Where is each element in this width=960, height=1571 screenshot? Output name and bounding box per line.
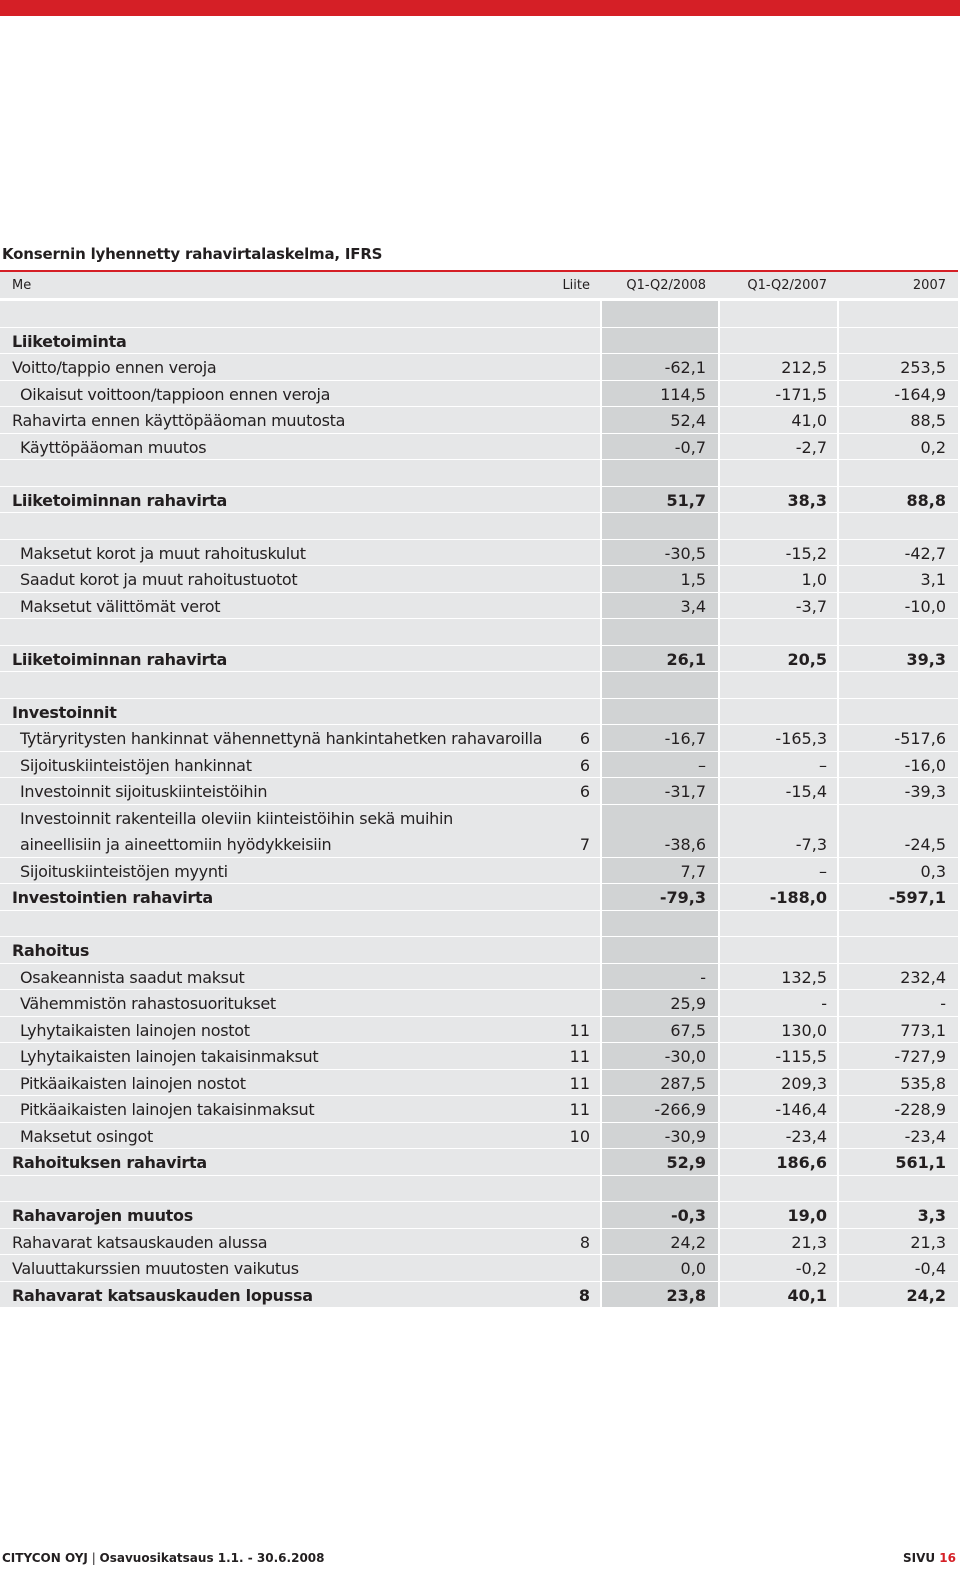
footer-separator: | [87, 1551, 100, 1565]
cell-bg [720, 328, 837, 354]
table-row [0, 592, 958, 619]
table-row [0, 804, 958, 857]
cell-bg [0, 937, 600, 963]
row-value-v2: -2,7 [795, 437, 827, 457]
row-value-v1: 67,5 [670, 1020, 706, 1040]
row-label: Sijoituskiinteistöjen hankinnat [20, 755, 252, 775]
table-row [0, 777, 958, 804]
row-value-v1: 23,8 [666, 1285, 706, 1305]
cell-bg [839, 672, 958, 698]
cell-bg [602, 672, 718, 698]
row-value-v2: -188,0 [769, 888, 827, 907]
row-label: Liiketoiminnan rahavirta [12, 490, 227, 510]
table-row [0, 1175, 958, 1202]
table-row [0, 565, 958, 592]
footer [2, 1551, 325, 1565]
row-value-v3: -597,1 [888, 888, 946, 907]
row-value-v1: -30,9 [664, 1126, 706, 1146]
table-row [0, 486, 958, 513]
page-number [903, 1551, 956, 1565]
row-value-v2: -146,4 [775, 1100, 827, 1119]
col2-header: Q1-Q2/2007 [747, 278, 827, 293]
row-note: 6 [579, 782, 590, 801]
row-label: Pitkäaikaisten lainojen nostot [20, 1073, 246, 1093]
row-label: Oikaisut voittoon/tappioon ennen veroja [20, 384, 331, 404]
row-value-v1: -16,7 [664, 729, 706, 748]
table-row [0, 1148, 958, 1175]
row-value-v1: 3,4 [680, 596, 706, 616]
cell-bg [0, 619, 600, 645]
cell-bg [720, 301, 837, 327]
cell-bg [720, 990, 837, 1016]
row-value-v3: 0,2 [920, 437, 946, 457]
table-row [0, 1016, 958, 1043]
cell-bg [0, 460, 600, 486]
table-row [0, 1281, 958, 1308]
cell-bg [839, 328, 958, 354]
row-label: Pitkäaikaisten lainojen takaisinmaksut [20, 1100, 315, 1119]
col3-header: 2007 [912, 278, 946, 293]
footer-report: Osavuosikatsaus 1.1. - 30.6.2008 [99, 1551, 325, 1565]
row-value-v1: 24,2 [670, 1232, 706, 1252]
row-value-v2: -3,7 [795, 596, 827, 616]
row-value-v3: 88,8 [906, 490, 946, 510]
row-value-v3: -39,3 [904, 782, 946, 801]
footer-company: CITYCON OYJ [2, 1551, 88, 1565]
row-value-v3: -517,6 [894, 729, 946, 748]
table-row [0, 698, 958, 725]
cell-bg [720, 1176, 837, 1202]
row-label: Rahavarat katsauskauden lopussa [12, 1285, 313, 1305]
table-row [0, 963, 958, 990]
cell-bg [720, 937, 837, 963]
row-value-v3: 39,3 [906, 649, 946, 669]
row-label: Rahavirta ennen käyttöpääoman muutosta [12, 411, 346, 430]
row-value-v2: 38,3 [787, 490, 827, 510]
cell-bg [720, 672, 837, 698]
row-label: Rahoituksen rahavirta [12, 1153, 207, 1172]
row-value-v3: 232,4 [900, 967, 946, 987]
page-label: SIVU [902, 1551, 940, 1565]
row-value-v1: 7,7 [680, 861, 706, 881]
row-value-v2: 19,0 [787, 1206, 827, 1225]
table-row [0, 353, 958, 380]
cell-bg [0, 672, 600, 698]
row-value-v3: -42,7 [904, 543, 946, 563]
row-value-v2: 1,0 [801, 570, 827, 589]
table-row [0, 1122, 958, 1149]
row-value-v1: 114,5 [660, 384, 706, 404]
note-header: Liite [562, 278, 590, 293]
table-row [0, 300, 958, 327]
row-note: 11 [569, 1047, 590, 1066]
table-row [0, 989, 958, 1016]
row-label: Investoinnit [12, 702, 117, 722]
cash-flow-table [0, 300, 958, 1307]
row-label: Osakeannista saadut maksut [20, 967, 245, 987]
page-title: Konsernin lyhennetty rahavirtalaskelma, IFRS [2, 245, 383, 263]
row-label: Lyhytaikaisten lainojen takaisinmaksut [20, 1047, 319, 1066]
row-note: 7 [579, 834, 590, 854]
row-value-v1: -0,3 [671, 1206, 706, 1225]
row-value-v2: -23,4 [785, 1126, 827, 1146]
row-value-v3: 535,8 [900, 1073, 946, 1093]
cell-bg [839, 937, 958, 963]
cell-bg [602, 513, 718, 539]
table-row [0, 1201, 958, 1228]
row-value-v3: -727,9 [894, 1047, 946, 1066]
cell-bg [602, 619, 718, 645]
row-value-v1: – [698, 755, 706, 775]
col1-header: Q1-Q2/2008 [626, 278, 706, 293]
row-value-v1: 0,0 [680, 1259, 706, 1278]
row-note: 11 [569, 1100, 590, 1119]
row-value-v3: 253,5 [900, 358, 946, 377]
table-row [0, 910, 958, 937]
cell-bg [602, 460, 718, 486]
row-value-v3: -23,4 [904, 1126, 946, 1146]
row-value-v1: 287,5 [660, 1073, 706, 1093]
cell-bg [720, 460, 837, 486]
row-note: 6 [579, 755, 590, 775]
row-value-v3: 24,2 [906, 1285, 946, 1305]
cell-bg [839, 619, 958, 645]
cell-bg [602, 1176, 718, 1202]
row-value-v1: -38,6 [664, 834, 706, 854]
cell-bg [839, 460, 958, 486]
row-value-v3: 0,3 [920, 861, 946, 881]
row-label: Valuuttakurssien muutosten vaikutus [12, 1259, 299, 1278]
table-row [0, 1095, 958, 1122]
cell-bg [720, 699, 837, 725]
row-value-v3: -16,0 [904, 755, 946, 775]
row-value-v1: -30,0 [664, 1047, 706, 1066]
row-value-v3: 3,3 [917, 1206, 946, 1225]
row-value-v2: 40,1 [787, 1285, 827, 1305]
cell-bg [720, 513, 837, 539]
row-value-v1: 1,5 [680, 570, 706, 589]
table-row [0, 618, 958, 645]
table-row [0, 433, 958, 460]
row-note: 10 [569, 1126, 590, 1146]
row-label: Rahavarat katsauskauden alussa [12, 1232, 268, 1252]
row-value-v3: -10,0 [904, 596, 946, 616]
row-value-v2: – [819, 861, 827, 881]
table-row [0, 883, 958, 910]
table-row [0, 406, 958, 433]
table-row [0, 327, 958, 354]
cell-bg [720, 911, 837, 937]
row-label: Maksetut osingot [20, 1126, 153, 1146]
row-value-v1: -0,7 [674, 437, 706, 457]
cell-bg [720, 619, 837, 645]
row-value-v1: 52,4 [670, 411, 706, 430]
cell-bg [0, 301, 600, 327]
table-row [0, 1069, 958, 1096]
row-note: 11 [569, 1020, 590, 1040]
row-label: Rahavarojen muutos [12, 1206, 193, 1225]
row-value-v2: -165,3 [775, 729, 827, 748]
row-value-v1: 52,9 [666, 1153, 706, 1172]
table-row [0, 645, 958, 672]
row-value-v2: 209,3 [781, 1073, 827, 1093]
row-value-v2: -7,3 [795, 834, 827, 854]
row-value-v2: -0,2 [795, 1259, 827, 1278]
cell-bg [839, 699, 958, 725]
table-row [0, 380, 958, 407]
cell-bg [839, 301, 958, 327]
row-note: 11 [569, 1073, 590, 1093]
cell-bg [0, 911, 600, 937]
cell-bg [839, 513, 958, 539]
table-row [0, 751, 958, 778]
row-note: 8 [578, 1285, 590, 1305]
row-value-v3: -228,9 [894, 1100, 946, 1119]
row-value-v2: 130,0 [781, 1020, 827, 1040]
cell-bg [602, 699, 718, 725]
row-value-v2: -15,4 [785, 782, 827, 801]
row-value-v1: -30,5 [664, 543, 706, 563]
row-label-line1: Investoinnit rakenteilla oleviin kiinteistöihin sekä muihin [20, 808, 453, 828]
row-label: Investoinnit sijoituskiinteistöihin [20, 782, 268, 801]
row-label: Tytäryritysten hankinnat vähennettynä hankintahetken rahavaroilla [20, 729, 543, 748]
table-row [0, 539, 958, 566]
table-row [0, 1254, 958, 1281]
row-label: Lyhytaikaisten lainojen nostot [20, 1020, 250, 1040]
row-value-v2: 212,5 [781, 358, 827, 377]
row-value-v3: -164,9 [894, 384, 946, 404]
row-value-v2: - [821, 994, 827, 1013]
row-value-v2: 21,3 [791, 1232, 827, 1252]
cell-bg [839, 1176, 958, 1202]
row-value-v1: 51,7 [666, 490, 706, 510]
row-value-v1: -79,3 [659, 888, 706, 907]
cell-bg [839, 911, 958, 937]
unit-header: Me [12, 278, 32, 293]
table-row [0, 857, 958, 884]
cell-bg [602, 911, 718, 937]
row-value-v1: 25,9 [670, 994, 706, 1013]
row-label: Vähemmistön rahastosuoritukset [20, 994, 276, 1013]
cell-bg [0, 513, 600, 539]
row-label: Voitto/tappio ennen veroja [12, 358, 217, 377]
row-label: aineellisiin ja aineettomiin hyödykkeisiin [20, 834, 332, 854]
row-value-v2: -15,2 [785, 543, 827, 563]
top-accent-bar [0, 0, 960, 16]
row-value-v2: 20,5 [787, 649, 827, 669]
row-label: Saadut korot ja muut rahoitustuotot [20, 570, 298, 589]
row-value-v1: -62,1 [664, 358, 706, 377]
row-value-v3: 21,3 [910, 1232, 946, 1252]
table-row [0, 512, 958, 539]
row-note: 8 [579, 1232, 590, 1252]
table-row [0, 724, 958, 751]
row-value-v2: 41,0 [791, 411, 827, 430]
page-number-value: 16 [939, 1551, 956, 1565]
row-label: Sijoituskiinteistöjen myynti [20, 861, 228, 881]
row-value-v2: -115,5 [775, 1047, 827, 1066]
row-value-v3: -24,5 [904, 834, 946, 854]
row-label: Käyttöpääoman muutos [20, 437, 207, 457]
row-value-v3: 561,1 [895, 1153, 946, 1172]
table-row [0, 1228, 958, 1255]
row-label: Liiketoiminta [12, 331, 127, 351]
row-label: Investointien rahavirta [12, 888, 213, 907]
row-value-v1: -266,9 [654, 1100, 706, 1119]
cell-bg [602, 937, 718, 963]
table-row [0, 671, 958, 698]
row-value-v2: 186,6 [776, 1153, 827, 1172]
row-value-v1: - [700, 967, 706, 987]
row-value-v3: - [940, 994, 946, 1013]
row-label: Liiketoiminnan rahavirta [12, 649, 227, 669]
row-value-v3: -0,4 [914, 1259, 946, 1278]
row-label: Maksetut välittömät verot [20, 596, 221, 616]
row-value-v1: 26,1 [666, 649, 706, 669]
row-value-v1: -31,7 [664, 782, 706, 801]
cell-bg [602, 328, 718, 354]
row-note: 6 [579, 729, 590, 748]
cell-bg [0, 1176, 600, 1202]
row-value-v2: -171,5 [775, 384, 827, 404]
table-row [0, 1042, 958, 1069]
row-label: Maksetut korot ja muut rahoituskulut [20, 543, 306, 563]
row-value-v2: – [819, 755, 827, 775]
row-value-v2: 132,5 [781, 967, 827, 987]
row-value-v3: 88,5 [910, 411, 946, 430]
cell-bg [602, 301, 718, 327]
table-row [0, 936, 958, 963]
row-value-v3: 3,1 [920, 570, 946, 589]
table-row [0, 459, 958, 486]
row-value-v3: 773,1 [900, 1020, 946, 1040]
table-header [0, 270, 958, 298]
row-label: Rahoitus [12, 941, 90, 960]
